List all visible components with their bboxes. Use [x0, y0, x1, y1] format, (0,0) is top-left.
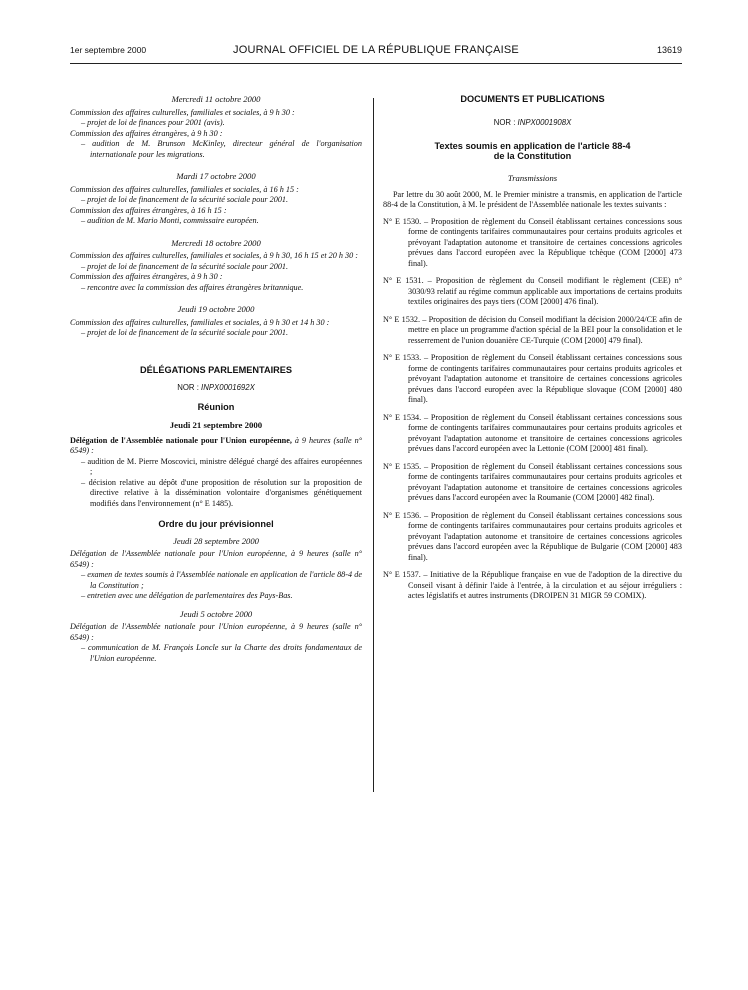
document-entry	[383, 511, 682, 564]
reunion-item: – décision relative au dépôt d'une proposition de résolution sur la proposition de directive relative à la dissémination volontaire d'organismes génétiquement modifiés dans l'environnement (n° E 1485).	[81, 477, 362, 508]
column-divider	[373, 98, 374, 792]
agenda-date: Mardi 17 octobre 2000	[176, 171, 256, 181]
subtitle-line: de la Constitution	[493, 151, 572, 161]
ordre-item: – examen de textes soumis à l'Assemblée nationale en application de l'article 88-4 de la Constitution ;	[81, 570, 362, 590]
entry-number: N° E 1535.	[383, 461, 422, 471]
header-rule	[70, 63, 682, 64]
entry-text: – Proposition de règlement du Conseil établissant certaines concessions sous forme de contingents tarifaires communautaires pour certains produits agricoles et prévoyant l'adaptation autonome et transitoire de certaines concessions agricoles prévues dans l'accord européen avec la Roumanie (COM [2000] 482 final).	[408, 461, 682, 502]
entry-number: N° E 1531.	[383, 276, 424, 285]
document-entry	[383, 315, 682, 347]
left-column	[70, 94, 362, 664]
agenda-day	[70, 304, 362, 339]
header-date: 1er septembre 2000	[70, 45, 147, 55]
document-entry	[383, 276, 682, 308]
reunion-heading	[70, 436, 362, 457]
entry-text: – Initiative de la République française en vue de l'adoption de la directive du Conseil visant à définir l'aide à l'entrée, à la circulation et au séjour irréguliers : actes législatifs et autres instruments (DROIPEN 31 MIGR 59 COMIX).	[408, 570, 682, 600]
entry-text: – Proposition de décision du Conseil modifiant la décision 2000/24/CE afin de mettre en place un programme d'action spécial de la BEI pour la consolidation et le resserrement de l'union douanière CE-Turquie (COM [2000] 479 final).	[408, 314, 682, 345]
commission-line: Commission des affaires étrangères, à 9 h 30 :	[70, 272, 223, 281]
transmissions-heading: Transmissions	[507, 173, 558, 183]
nor-prefix: NOR :	[493, 117, 518, 127]
document-entry	[383, 570, 682, 602]
entry-text: – Proposition de règlement du Conseil établissant certaines concessions sous forme de contingents tarifaires communautaires pour certains produits agricoles et prévoyant l'adaptation autonome et transitoire de certaines concessions agricoles prévues dans l'accord européen avec la République tchèque (COM [2000] 473 final).	[408, 216, 682, 268]
section-title: DOCUMENTS ET PUBLICATIONS	[460, 94, 605, 104]
agenda-item: – projet de loi de financement de la sécurité sociale pour 2001.	[81, 195, 289, 204]
ordre-item: – communication de M. François Loncle sur la Charte des droits fondamentaux de l'Union européenne.	[81, 643, 362, 663]
section-title: DÉLÉGATIONS PARLEMENTAIRES	[139, 364, 293, 375]
ordre-date: Jeudi 28 septembre 2000	[173, 535, 259, 546]
entry-number: N° E 1534.	[383, 412, 422, 422]
agenda-day	[70, 238, 362, 294]
entry-text: – Proposition de règlement du Conseil établissant certaines concessions sous forme de contingents tarifaires communautaires pour certains produits agricoles et prévoyant l'adaptation autonome et transitoire de certaines concessions agricoles prévues dans l'accord européen avec la République de Bulgarie (COM [2000] 483 final).	[408, 510, 682, 562]
page-header	[70, 45, 682, 61]
agenda-day	[70, 171, 362, 227]
agenda-item: – projet de loi de financement de la sécurité sociale pour 2001.	[81, 328, 289, 337]
entry-number: N° E 1530.	[383, 216, 422, 226]
nor-prefix: NOR :	[177, 383, 202, 392]
document-entry	[383, 217, 682, 270]
entry-number: N° E 1536.	[383, 510, 422, 520]
agenda-date: Jeudi 19 octobre 2000	[177, 304, 255, 314]
agenda-item: – rencontre avec la commission des affaires étrangères britannique.	[81, 282, 304, 292]
entry-text: – Proposition de règlement du Conseil établissant certaines concessions sous forme de contingents tarifaires communautaires pour certains produits agricoles et prévoyant l'adaptation autonome et transitoire de certaines concessions agricoles prévues dans l'accord européen avec la République slovaque (COM [2000] 480 final).	[408, 353, 682, 404]
ordre-item: – entretien avec une délégation de parlementaires des Pays-Bas.	[81, 591, 293, 600]
agenda-date: Mercredi 18 octobre 2000	[171, 237, 261, 248]
commission-line: Commission des affaires culturelles, familiales et sociales, à 9 h 30 :	[70, 107, 295, 117]
reunion-heading-rest: à 9 heures (salle n° 6549) :	[70, 435, 362, 455]
reunion-heading-bold: Délégation de l'Assemblée nationale pour l'Union européenne,	[70, 435, 292, 445]
ordre-heading: Délégation de l'Assemblée nationale pour l'Union européenne, à 9 heures (salle n° 6549) :	[70, 549, 362, 569]
document-entry	[383, 353, 682, 406]
reunion-date: Jeudi 21 septembre 2000	[169, 420, 263, 430]
entry-text: – Proposition de règlement du Conseil modifiant le règlement (CEE) n° 3030/93 relatif au régime commun applicable aux importations de certains produits textiles originaires des pays tiers (COM [2000] 476 final).	[408, 276, 682, 306]
commission-line: Commission des affaires étrangères, à 16 h 15 :	[70, 205, 227, 215]
agenda-item: – audition de M. Brunson McKinley, directeur général de l'organisation internationale pour les migrations.	[81, 139, 362, 159]
delegations-section	[70, 365, 362, 665]
entry-text: – Proposition de règlement du Conseil établissant certaines concessions sous forme de contingents tarifaires communautaires pour certains produits agricoles et prévoyant l'adaptation autonome et transitoire de certaines concessions agricoles prévues dans l'accord européen avec la Lettonie (COM [2000] 481 final).	[408, 412, 682, 453]
reunion-title: Réunion	[197, 401, 235, 412]
agenda-date: Mercredi 11 octobre 2000	[171, 94, 261, 104]
ordre-date: Jeudi 5 octobre 2000	[179, 608, 253, 619]
nor-reference	[383, 118, 682, 129]
commission-line: Commission des affaires culturelles, familiales et sociales, à 9 h 30, 16 h 15 et 20 h 30 :	[70, 251, 358, 260]
entry-number: N° E 1532.	[383, 314, 421, 324]
nor-code: INPX0001692X	[201, 383, 255, 392]
agenda-day	[70, 94, 362, 160]
nor-code: INPX0001908X	[517, 117, 572, 127]
right-column	[383, 94, 682, 609]
agenda-item: – audition de M. Mario Monti, commissaire européen.	[81, 216, 259, 225]
header-journal-title: JOURNAL OFFICIEL DE LA RÉPUBLIQUE FRANÇAISE	[233, 44, 519, 56]
header-page-number: 13619	[656, 45, 682, 55]
entry-number: N° E 1537.	[383, 570, 421, 579]
agenda-item: – projet de loi de financement de la sécurité sociale pour 2001.	[81, 261, 289, 271]
commission-line: Commission des affaires étrangères, à 9 h 30 :	[70, 128, 223, 138]
commission-line: Commission des affaires culturelles, familiales et sociales, à 16 h 15 :	[70, 184, 299, 194]
ordre-du-jour-title: Ordre du jour prévisionnel	[158, 519, 274, 529]
document-entry	[383, 462, 682, 504]
agenda-item: – projet de loi de finances pour 2001 (avis).	[81, 118, 225, 127]
reunion-item: – audition de M. Pierre Moscovici, ministre délégué chargé des affaires européennes ;	[81, 456, 362, 476]
document-entry	[383, 413, 682, 455]
commission-line: Commission des affaires culturelles, familiales et sociales, à 9 h 30 et 14 h 30 :	[70, 317, 330, 327]
subtitle-line: Textes soumis en application de l'article 88-4	[434, 141, 631, 151]
entry-number: N° E 1533.	[383, 353, 422, 362]
intro-paragraph: Par lettre du 30 août 2000, M. le Premier ministre a transmis, en application de l'article 88-4 de la Constitution, à M. le président de l'Assemblée nationale les textes suivants :	[383, 189, 682, 209]
ordre-heading: Délégation de l'Assemblée nationale pour l'Union européenne, à 9 heures (salle n° 6549) :	[70, 622, 362, 642]
nor-reference	[70, 383, 362, 394]
